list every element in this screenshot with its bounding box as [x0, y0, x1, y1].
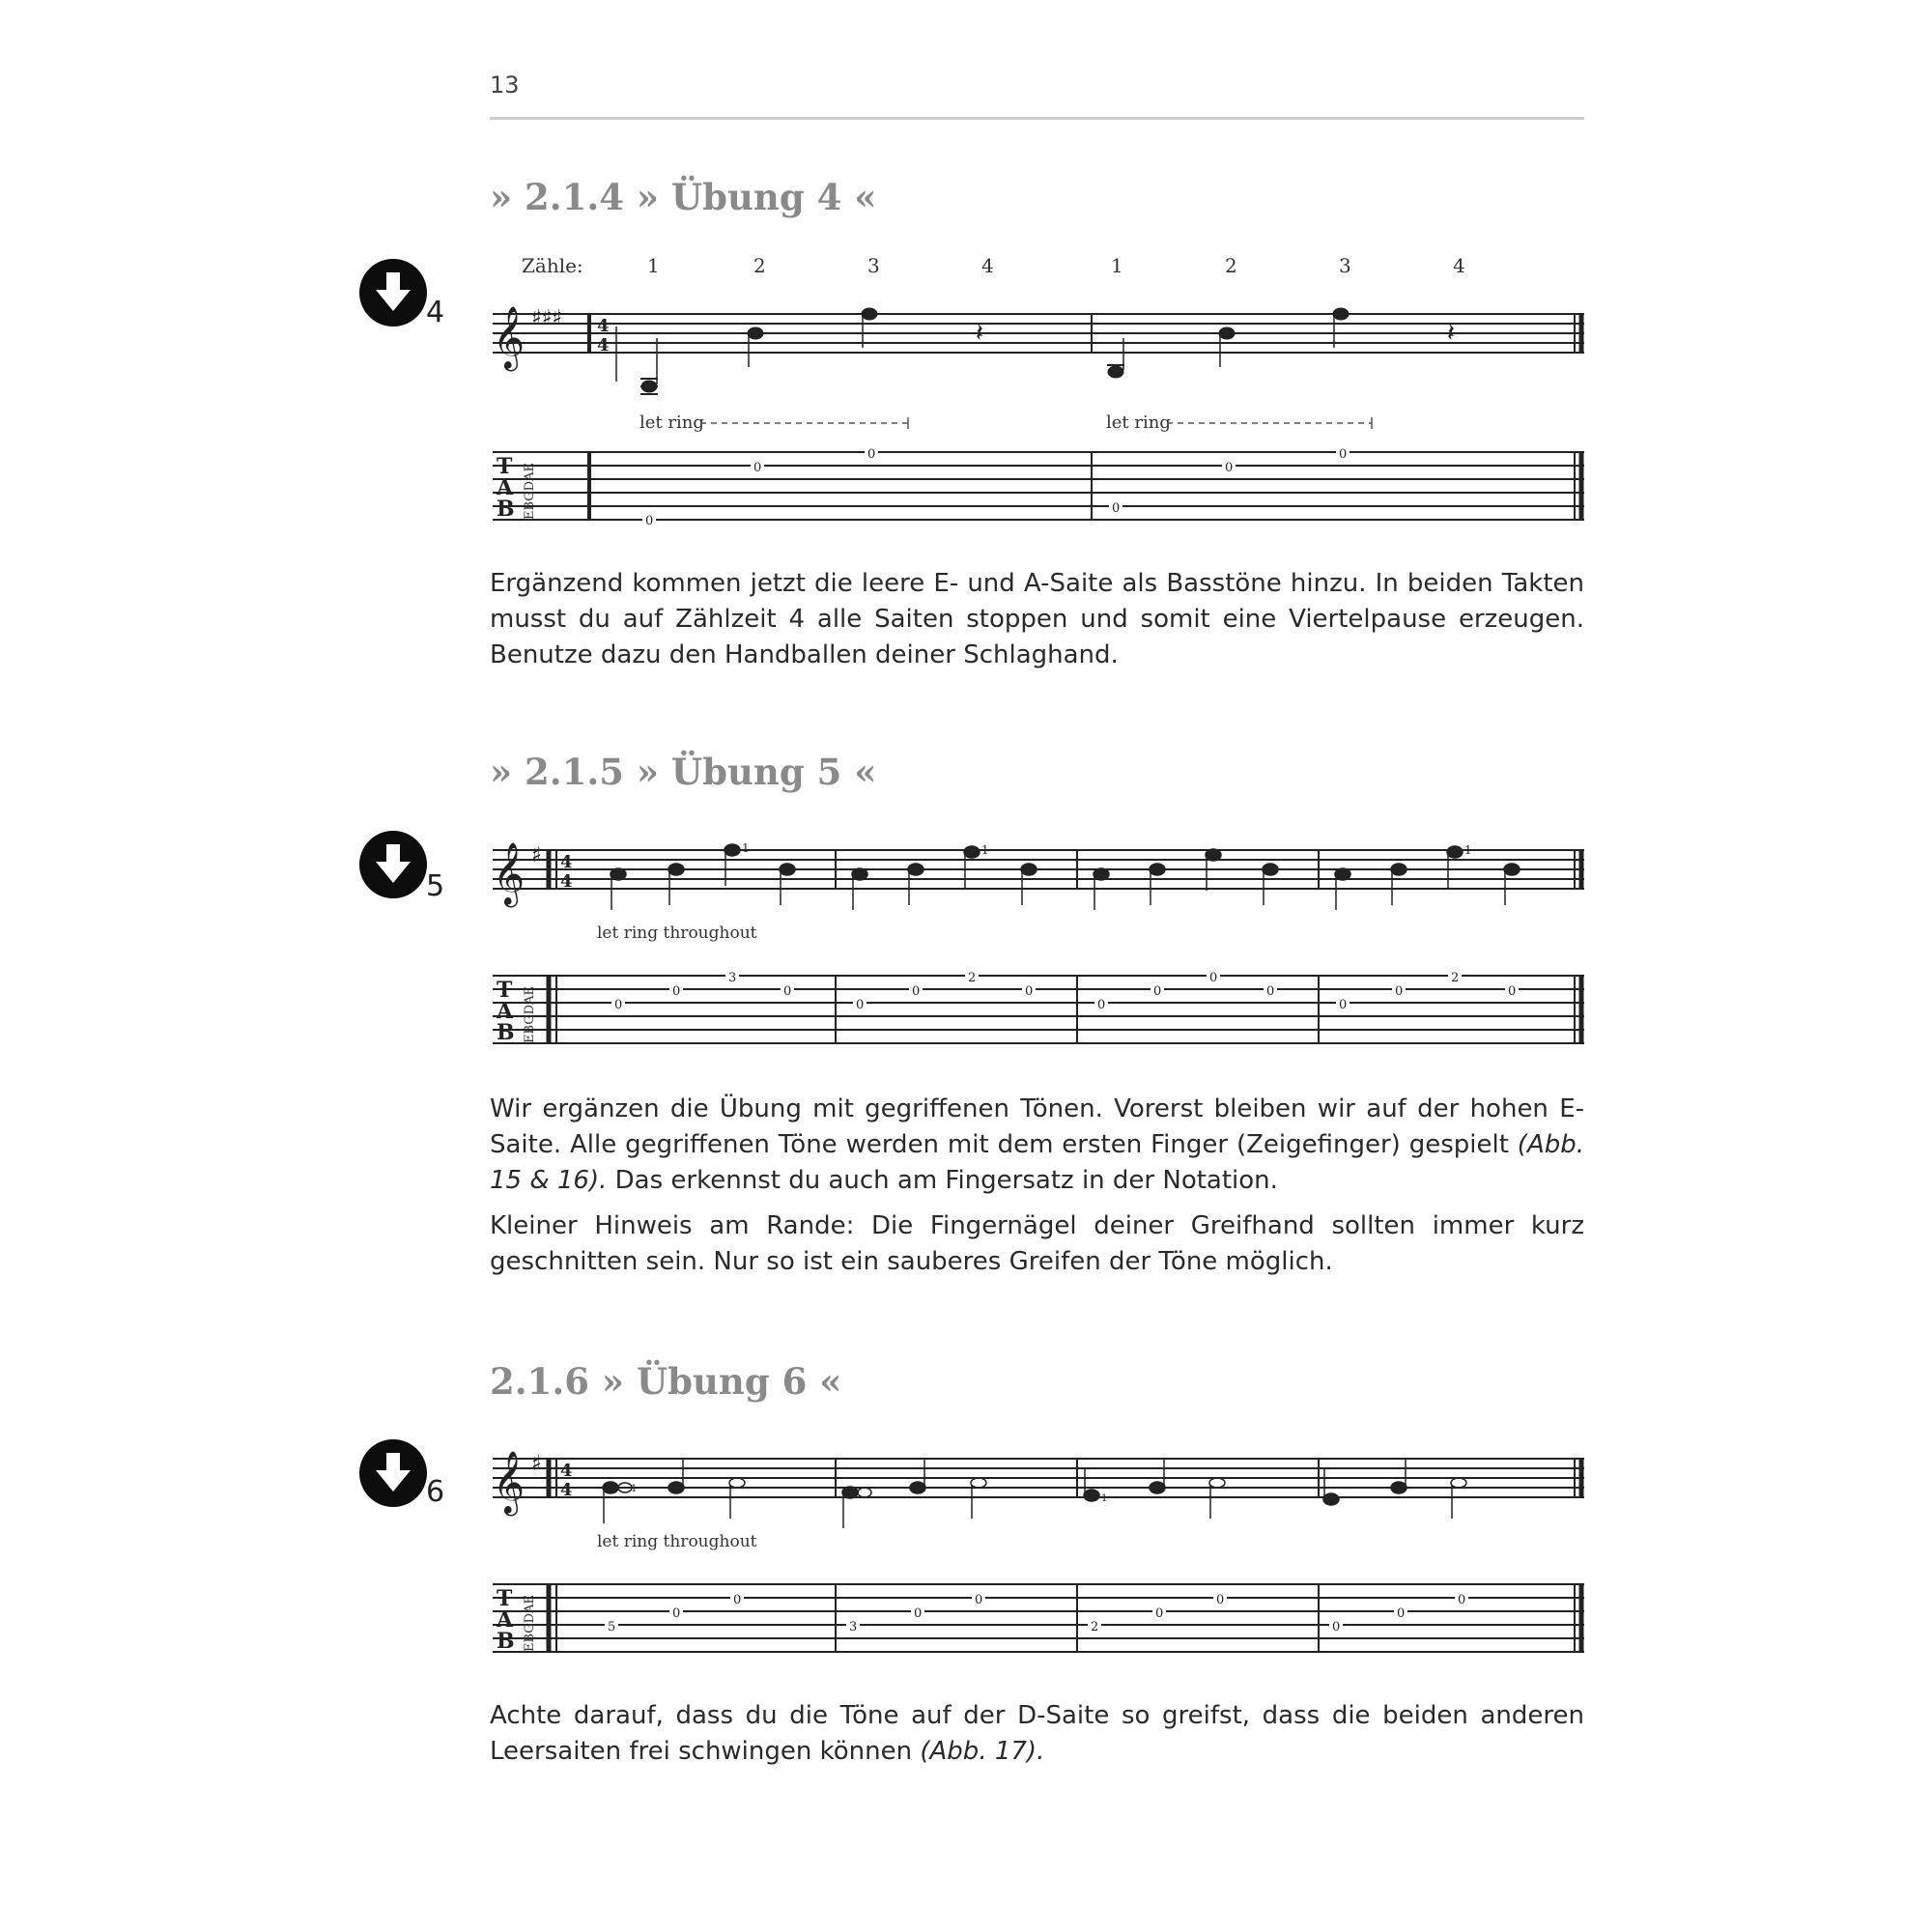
tab-clef-icon: T: [497, 1586, 513, 1611]
svg-text:𝄽: 𝄽: [976, 319, 983, 348]
svg-text:A: A: [497, 999, 514, 1024]
paragraph-text: Achte darauf, dass du die Töne auf der D-Saite so greifst, dass die beiden anderen Leersaiten frei schwingen können: [490, 1701, 1584, 1766]
exercise-4-description: [490, 566, 1584, 683]
let-ring-label: let ring throughout: [597, 923, 757, 943]
count-beat: 1: [647, 254, 660, 277]
count-beat: 4: [981, 254, 994, 277]
paragraph: Kleiner Hinweis am Rande: Die Fingernägel deiner Greifhand sollten immer kurz geschnitten sein. Nur so ist ein sauberes Greifen der Töne möglich.: [490, 1211, 1584, 1276]
tuning-label: EBGDAE: [523, 1595, 537, 1652]
tab-number: 0: [1225, 461, 1234, 475]
treble-clef-icon: 𝄞: [493, 306, 526, 369]
paragraph-text: Das erkennst du auch am Fingersatz in der Notation.: [614, 1166, 1278, 1195]
tab-number: 3: [728, 971, 737, 985]
tab-number: 0: [1097, 998, 1106, 1012]
svg-text:B: B: [497, 497, 515, 522]
audio-download-icon[interactable]: [359, 1439, 427, 1507]
figure-reference: (Abb. 17).: [920, 1737, 1045, 1766]
audio-download-icon[interactable]: [359, 259, 427, 327]
tab-number: 0: [1025, 984, 1034, 999]
let-ring-label: let ring throughout: [597, 1532, 757, 1551]
tab-number: 2: [1451, 971, 1460, 985]
key-signature-icon: ♯♯♯: [531, 306, 562, 330]
tab-number: 5: [608, 1620, 616, 1634]
note-group: [611, 841, 1520, 910]
tab-number: 0: [1339, 998, 1348, 1012]
tab-staff: [493, 1584, 1584, 1652]
exercise-6-description: [490, 1698, 1584, 1779]
key-signature-icon: ♯: [531, 1452, 542, 1476]
tab-clef-icon: T: [497, 978, 513, 1003]
svg-text:A: A: [497, 475, 514, 500]
exercise-5-notation: [483, 831, 1594, 1072]
tab-number: 0: [753, 461, 762, 475]
treble-clef-icon: 𝄞: [493, 842, 526, 905]
tab-number-group: [642, 445, 1350, 528]
tab-staff: [493, 452, 1584, 520]
note-group: [616, 308, 983, 394]
tab-number: 0: [867, 447, 876, 462]
count-beat: 4: [1453, 254, 1465, 277]
count-beat: 1: [1111, 254, 1123, 277]
count-beat: 3: [867, 254, 880, 277]
paragraph-text: Wir ergänzen die Übung mit gegriffenen Tönen. Vorerst bleiben wir auf der hohen E-Saite. Alle gegriffenen Töne werden mit dem ersten Finger (Zeigefinger) gespielt: [490, 1094, 1584, 1159]
svg-text:4: 4: [560, 1480, 573, 1500]
paragraph: Ergänzend kommen jetzt die leere E- und A-Saite als Basstöne hinzu. In beiden Takten musst du auf Zählzeit 4 alle Saiten stoppen und somit eine Viertelpause erzeugen. Benutze dazu den Handballen deiner Schlaghand.: [490, 569, 1584, 669]
tab-number: 0: [1216, 1593, 1225, 1607]
tab-number: 0: [1112, 501, 1121, 516]
svg-text:1: 1: [981, 843, 989, 857]
figure-reference: (Abb. 15 & 16).: [490, 1130, 1584, 1195]
time-signature-icon: 4: [597, 316, 610, 336]
tab-number: 0: [1155, 1606, 1164, 1621]
tab-number: 0: [912, 984, 921, 999]
tab-number: 0: [1332, 1620, 1341, 1634]
header-rule: [490, 117, 1584, 120]
tuning-label: EBGDAE: [523, 986, 537, 1043]
track-number: 6: [426, 1475, 445, 1509]
section-heading-2-1-6: 2.1.6 » Übung 6 «: [490, 1360, 842, 1403]
treble-clef-icon: 𝄞: [493, 1451, 526, 1514]
tab-number: 0: [1153, 984, 1162, 999]
tab-number: 0: [1209, 971, 1218, 985]
section-heading-2-1-5: » 2.1.5 » Übung 5 «: [490, 751, 877, 793]
time-signature-icon: 4: [560, 1461, 573, 1481]
exercise-4-notation: [483, 242, 1594, 541]
svg-text:1: 1: [1101, 1493, 1108, 1504]
tab-number: 0: [1458, 1593, 1466, 1607]
count-beat: 2: [753, 254, 766, 277]
exercise-5-description: [490, 1092, 1584, 1290]
tab-number: 0: [1508, 984, 1517, 999]
let-ring-label: let ring: [639, 412, 704, 433]
music-staff: [493, 850, 1584, 889]
tab-staff: [493, 976, 1584, 1043]
count-beat: 2: [1225, 254, 1237, 277]
tab-clef-icon: T: [497, 454, 513, 479]
tab-number: 0: [975, 1593, 983, 1607]
svg-text:4: 4: [597, 335, 610, 355]
svg-text:4: 4: [560, 871, 573, 892]
count-label: Zähle:: [522, 254, 583, 277]
track-number: 5: [426, 869, 445, 903]
exercise-6-notation: [483, 1439, 1594, 1681]
tab-number: 0: [672, 984, 681, 999]
tab-number: 0: [1397, 1606, 1406, 1621]
let-ring-label: let ring: [1106, 412, 1171, 433]
svg-text:1: 1: [742, 841, 750, 855]
audio-download-icon[interactable]: [359, 831, 427, 898]
count-beat: 3: [1339, 254, 1351, 277]
tab-number: 0: [645, 514, 654, 528]
tab-number: 2: [1091, 1620, 1099, 1634]
time-signature-icon: 4: [560, 852, 573, 872]
svg-text:B: B: [497, 1629, 515, 1654]
section-heading-2-1-4: » 2.1.4 » Übung 4 «: [490, 176, 877, 218]
svg-text:1: 1: [631, 1484, 638, 1494]
page-number: 13: [490, 71, 520, 99]
svg-text:1: 1: [1464, 843, 1472, 857]
tab-number: 0: [614, 998, 623, 1012]
tab-number: 2: [968, 971, 977, 985]
tab-number: 0: [856, 998, 865, 1012]
tab-number: 0: [672, 1606, 681, 1621]
tab-number: 0: [1266, 984, 1275, 999]
tab-number: 0: [1339, 447, 1348, 462]
tab-number: 3: [849, 1620, 858, 1634]
tab-number: 0: [914, 1606, 923, 1621]
track-number: 4: [426, 296, 445, 329]
tab-number: 0: [783, 984, 792, 999]
tab-number: 0: [733, 1593, 742, 1607]
music-staff: [493, 1459, 1584, 1497]
svg-text:𝄽: 𝄽: [1447, 319, 1455, 348]
svg-text:A: A: [497, 1607, 514, 1633]
tab-number: 0: [1395, 984, 1404, 999]
svg-text:B: B: [497, 1020, 515, 1045]
key-signature-icon: ♯: [531, 843, 542, 867]
tuning-label: EBGDAE: [523, 463, 537, 520]
